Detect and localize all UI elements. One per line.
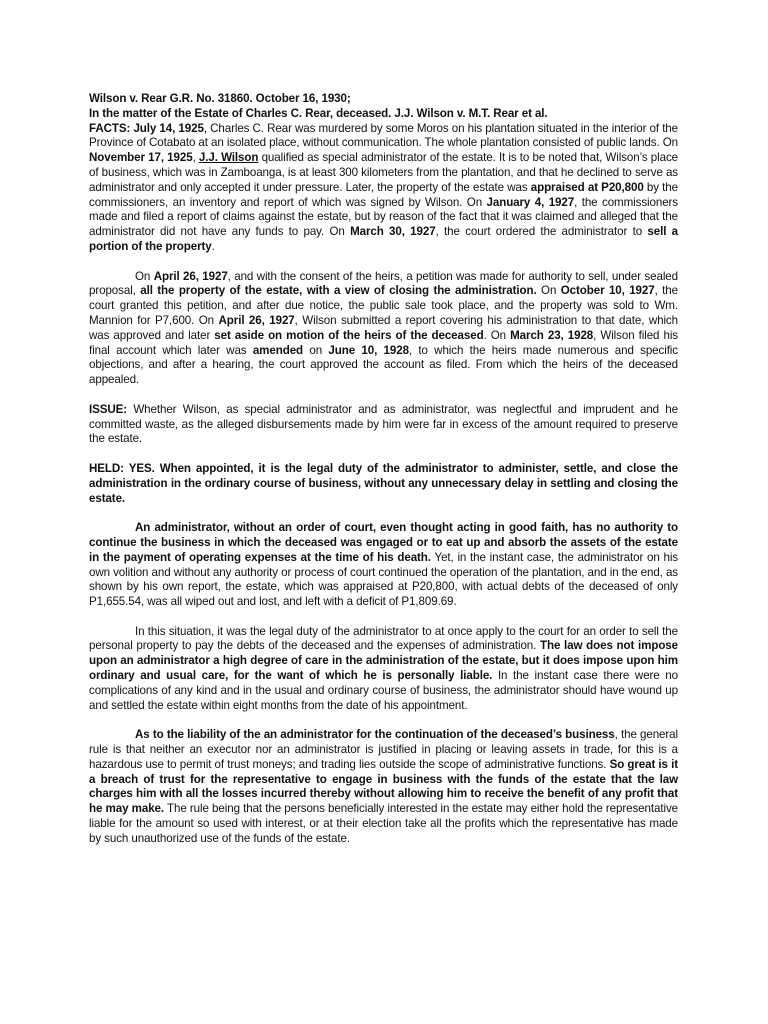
case-digest-page xyxy=(89,92,678,847)
held-paragraph: HELD: YES. When appointed, it is the legal duty of the administrator to administer, settle, and close the administration in the ordinary course of business, without any unnecessary delay in settling and closing the estate. xyxy=(89,461,678,505)
facts-paragraph: FACTS: July 14, 1925, Charles C. Rear was murdered by some Moros on his plantation situated in the interior of the Province of Cotabato at an isolated place, without communication. The whole plantation consisted of public lands. On November 17, 1925, J.J. Wilson qualified as special administrator of the estate. It is to be noted that, Wilson’s place of business, which was in Zamboanga, is at least 300 kilometers from the plantation, and that he declined to serve as administrator and only accepted it under pressure. Later, the property of the estate was appraised at P20,800 by the commissioners, an inventory and report of which was signed by Wilson. On January 4, 1927, the commissioners made and filed a report of claims against the estate, but by reason of the fact that it was claimed and alleged that the administrator did not have any funds to pay. On March 30, 1927, the court ordered the administrator to sell a portion of the property. xyxy=(89,121,679,253)
authority-paragraph: An administrator, without an order of court, even thought acting in good faith, has no authority to continue the business in which the deceased was engaged or to eat up and absorb the assets of the estate in the payment of operating expenses at the time of his death. Yet, in the instant case, the administrator on his own volition and without any authority or process of court continued the operation of the plantation, and in the end, as shown by his own report, the estate, which was appraised at P20,800, with actual debts of the deceased of only P1,655.54, was all wiped out and lost, and left with a deficit of P1,809.69. xyxy=(89,521,679,609)
duty-paragraph: In this situation, it was the legal duty of the administrator to at once apply to the court for an order to sell the personal property to pay the debts of the deceased and the expenses of administration. The law does not impose upon an administrator a high degree of care in the administration of the estate, but it does impose upon him ordinary and usual care, for the want of which he is personally liable. In the instant case there were no complications of any kind and in the usual and ordinary course of business, the administrator should have wound up and settled the estate within eight months from the date of his appointment. xyxy=(89,624,678,712)
liability-paragraph: As to the liability of the an administrator for the continuation of the deceased’s business, the general rule is that neither an executor nor an administrator is justified in placing or leaving assets in trade, for this is a hazardous use to permit of trust moneys; and trading lies outside the scope of administrative functions. So great is it a breach of trust for the representative to engage in business with the funds of the estate that the law charges him with all the losses incurred thereby without allowing him to receive the benefit of any profit that he may make. The rule being that the persons beneficially interested in the estate may either hold the representative liable for the amount so used with interest, or at their election take all the profits which the representative has made by such unauthorized use of the funds of the estate. xyxy=(89,728,678,845)
case-subtitle: In the matter of the Estate of Charles C. Rear, deceased. J.J. Wilson v. M.T. Rear et al. xyxy=(89,106,548,120)
sale-paragraph: On April 26, 1927, and with the consent of the heirs, a petition was made for authority to sell, under sealed proposal, all the property of the estate, with a view of closing the administration. On October 10, 1927, the court granted this petition, and after due notice, the public sale took place, and the property was sold to Wm. Mannion for P7,600. On April 26, 1927, Wilson submitted a report covering his administration to that date, which was approved and later set aside on motion of the heirs of the deceased. On March 23, 1928, Wilson filed his final account which later was amended on June 10, 1928, to which the heirs made numerous and specific objections, and after a hearing, the court approved the account as filed. From which the heirs of the deceased appealed. xyxy=(89,269,678,387)
issue-paragraph: ISSUE: Whether Wilson, as special administrator and as administrator, was neglectful and imprudent and he committed waste, as the alleged disbursements made by him were far in excess of the amount required to preserve the estate. xyxy=(89,402,678,446)
case-title: Wilson v. Rear G.R. No. 31860. October 16, 1930; xyxy=(89,92,351,105)
